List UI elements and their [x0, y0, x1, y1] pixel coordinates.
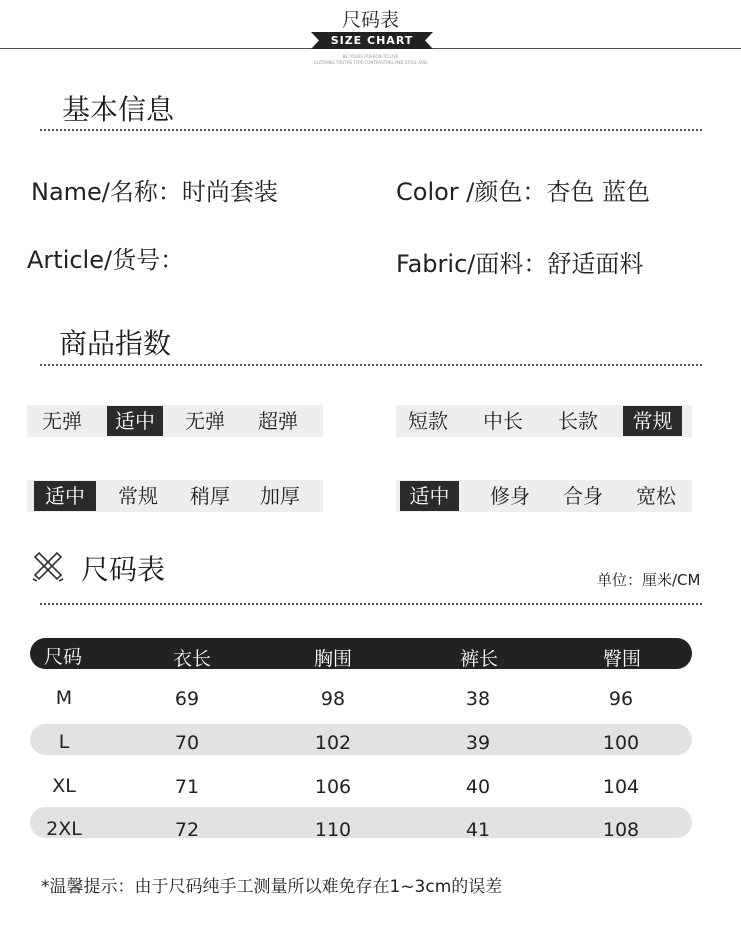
- table-cell: 40: [465, 776, 491, 798]
- attr-option-selected: 适中: [400, 481, 459, 511]
- table-cell: 106: [314, 776, 352, 798]
- size-chart-ribbon: [311, 32, 433, 49]
- table-cell: 69: [174, 688, 200, 710]
- column-header: 衣长: [172, 648, 211, 670]
- dotted-divider: [40, 603, 702, 605]
- fabric-label: Fabric/面料：: [396, 250, 548, 278]
- ribbon-label: SIZE CHART: [330, 34, 414, 47]
- size-cell: L: [58, 731, 70, 753]
- column-header: 裤长: [459, 648, 498, 670]
- cross-icon: [31, 549, 65, 583]
- table-cell: 98: [320, 688, 346, 710]
- attr-option: 常规: [118, 484, 158, 508]
- size-cell: 2XL: [46, 818, 82, 840]
- attr-option-selected: 适中: [34, 481, 96, 511]
- attr-option: 超弹: [258, 409, 298, 433]
- table-cell: 102: [314, 732, 352, 754]
- attr-option: 长款: [558, 409, 598, 433]
- color-label: Color /颜色：: [396, 178, 547, 206]
- measurement-note: *温馨提示：由于尺码纯手工测量所以难免存在1~3cm的误差: [41, 877, 503, 897]
- length-scale: [396, 405, 692, 437]
- dotted-divider: [40, 129, 702, 131]
- attr-option-selected: 常规: [623, 406, 682, 436]
- fabric-row: [396, 244, 643, 279]
- table-cell: 70: [174, 732, 200, 754]
- attr-option: 稍厚: [190, 484, 230, 508]
- fit-scale: [396, 480, 692, 512]
- attr-option: 修身: [490, 484, 530, 508]
- header-tagline-1: BE YOURS FASHION TO LIVE: [342, 54, 399, 59]
- attr-option-selected: 适中: [107, 406, 163, 436]
- product-index-heading: 商品指数: [59, 327, 172, 360]
- table-cell: 104: [602, 776, 640, 798]
- attr-option: 无弹: [185, 409, 225, 433]
- attr-option: 合身: [563, 484, 603, 508]
- dotted-divider: [40, 364, 702, 366]
- table-cell: 100: [602, 732, 640, 754]
- header-tagline-2: CLOTHING TRUTHS TYPE CONTRASTING AND STYLE ADD: [313, 60, 428, 65]
- article-row: [27, 240, 184, 275]
- name-value: 时尚套装: [181, 178, 278, 206]
- color-row: [396, 172, 650, 207]
- table-cell: 108: [602, 819, 640, 841]
- table-cell: 72: [174, 819, 200, 841]
- column-header: 尺码: [43, 646, 82, 668]
- attr-option: 加厚: [260, 484, 300, 508]
- table-cell: 110: [314, 819, 352, 841]
- name-row: [31, 172, 278, 207]
- name-label: Name/名称：: [31, 178, 182, 206]
- color-value: 杏色 蓝色: [546, 178, 651, 206]
- size-cell: M: [55, 687, 73, 709]
- table-cell: 41: [465, 819, 491, 841]
- attr-option: 短款: [408, 409, 448, 433]
- thickness-scale: [27, 480, 323, 512]
- basic-info-heading: 基本信息: [62, 93, 175, 126]
- size-cell: XL: [52, 775, 76, 797]
- attr-option: 无弹: [42, 409, 82, 433]
- fabric-value: 舒适面料: [547, 250, 644, 278]
- column-header: 胸围: [313, 648, 352, 670]
- unit-label: 单位：厘米/CM: [597, 571, 701, 589]
- attr-option: 宽松: [636, 484, 676, 508]
- table-cell: 38: [465, 688, 491, 710]
- article-label: Article/货号：: [27, 246, 185, 274]
- size-chart-heading: 尺码表: [81, 553, 166, 586]
- elasticity-scale: [27, 405, 323, 437]
- column-header: 臀围: [602, 648, 641, 670]
- table-cell: 71: [174, 776, 200, 798]
- table-cell: 39: [465, 732, 491, 754]
- table-cell: 96: [608, 688, 634, 710]
- page-title: 尺码表: [341, 9, 399, 31]
- attr-option: 中长: [483, 409, 523, 433]
